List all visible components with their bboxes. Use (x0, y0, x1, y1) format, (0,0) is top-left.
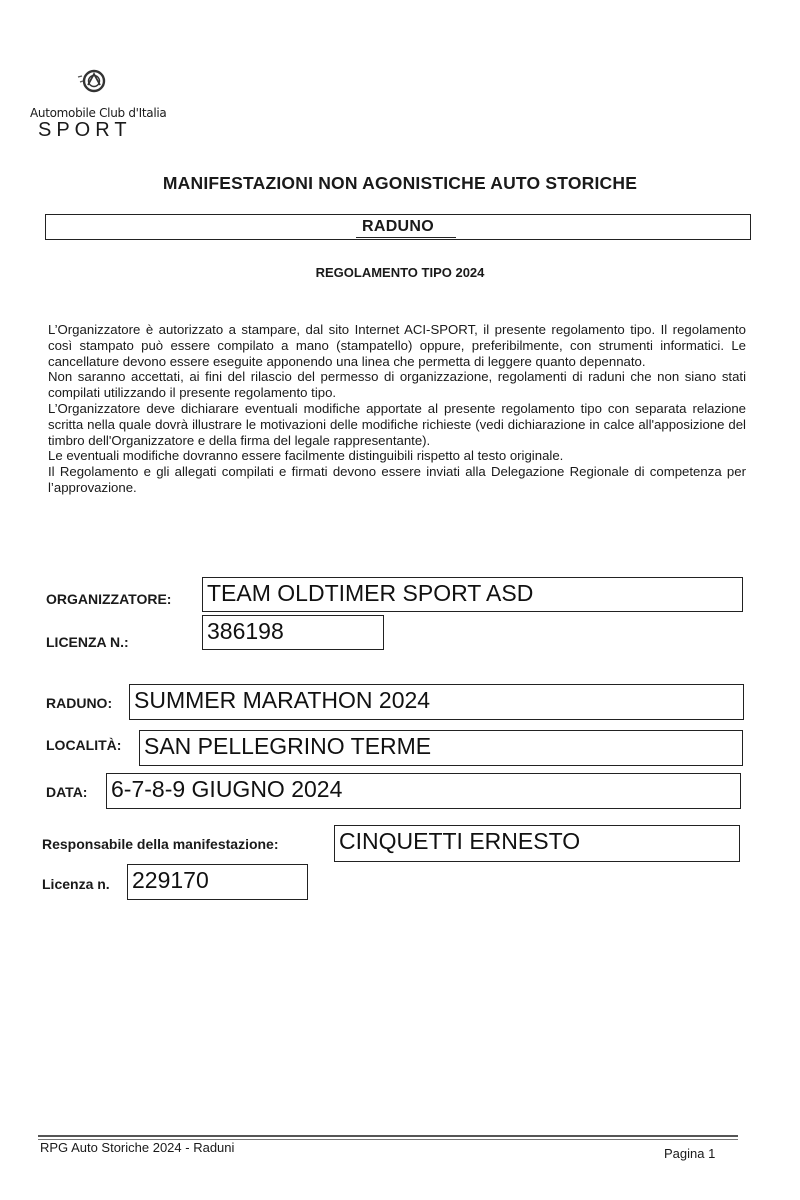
section-title-underline (356, 237, 456, 238)
intro-paragraph: Il Regolamento e gli allegati compilati e firmati devono essere inviati alla Delegazione Regionale di competenza per l’approvazione. (48, 464, 746, 495)
data-field[interactable]: 6-7-8-9 GIUGNO 2024 (106, 773, 741, 809)
document-subtitle: REGOLAMENTO TIPO 2024 (315, 265, 485, 280)
footer-page-number: Pagina 1 (664, 1146, 716, 1161)
section-title: RADUNO (361, 218, 435, 235)
intro-text (48, 322, 746, 496)
licenza-label: LICENZA N.: (46, 634, 129, 650)
licenza-field[interactable]: 386198 (202, 615, 384, 650)
data-label: DATA: (46, 784, 88, 800)
licenza-responsabile-field[interactable]: 229170 (127, 864, 308, 900)
intro-paragraph: Le eventuali modifiche dovranno essere facilmente distinguibili rispetto al testo originale. (48, 448, 564, 464)
responsabile-field[interactable]: CINQUETTI ERNESTO (334, 825, 740, 862)
organizzatore-field[interactable]: TEAM OLDTIMER SPORT ASD (202, 577, 743, 612)
aci-logo-icon (74, 66, 112, 96)
intro-paragraph: Non saranno accettati, ai fini del rilascio del permesso di organizzazione, regolamenti di raduni che non siano stati compilati utilizzando il presente regolamento tipo. (48, 369, 746, 401)
intro-paragraph: L’Organizzatore deve dichiarare eventuali modifiche apportate al presente regolamento tipo con separata relazione scritta nella quale dovrà illustrare le motivazioni delle modifiche richieste (vedi dichiarazione in calce all'apposizione del timbro dell'Organizzatore e della firma del legale rappresentante). (48, 400, 746, 448)
licenza-responsabile-label: Licenza n. (42, 876, 110, 892)
raduno-label: RADUNO: (46, 695, 113, 711)
responsabile-label: Responsabile della manifestazione: (42, 836, 279, 852)
footer-document-name: RPG Auto Storiche 2024 - Raduni (40, 1140, 235, 1155)
localita-label: LOCALITÀ: (46, 737, 122, 753)
page-title: MANIFESTAZIONI NON AGONISTICHE AUTO STORICHE (162, 173, 638, 193)
logo-text-aci: Automobile Club d'Italia (30, 106, 167, 120)
logo-text-sport: SPORT (38, 119, 132, 141)
intro-paragraph: L’Organizzatore è autorizzato a stampare, dal sito Internet ACI-SPORT, il presente regolamento tipo. Il regolamento così stampato può essere compilato a mano (stampatello) oppure, preferibilmente, con strumenti informatici. Le cancellature devono essere eseguite apponendo una linea che permetta di leggere quanto depennato. (48, 322, 746, 369)
localita-field[interactable]: SAN PELLEGRINO TERME (139, 730, 743, 766)
footer-divider (38, 1135, 738, 1137)
organizzatore-label: ORGANIZZATORE: (46, 591, 172, 607)
section-box (45, 214, 751, 240)
raduno-field[interactable]: SUMMER MARATHON 2024 (129, 684, 744, 720)
